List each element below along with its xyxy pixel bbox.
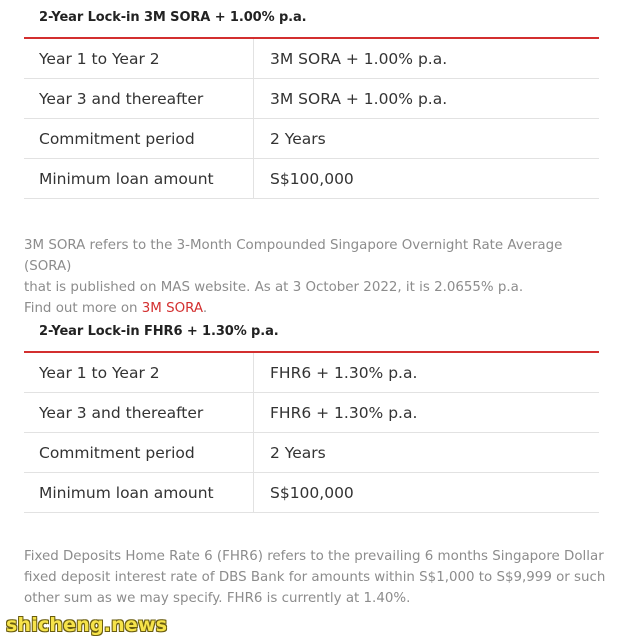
sora-link[interactable]: 3M SORA: [141, 301, 203, 316]
row-label: Minimum loan amount: [24, 473, 254, 512]
table-row: [24, 473, 599, 513]
table-row: [24, 119, 599, 159]
note-line: 3M SORA refers to the 3-Month Compounded Singapore Overnight Rate Average (SORA): [24, 238, 563, 274]
row-label: Commitment period: [24, 433, 254, 472]
row-label: Year 3 and thereafter: [24, 79, 254, 118]
row-label: Year 1 to Year 2: [24, 353, 254, 392]
section2-note: [24, 546, 609, 609]
row-value: 2 Years: [270, 443, 326, 462]
table-row: [24, 79, 599, 119]
note-line: other sum as we may specify. FHR6 is currently at 1.40%.: [24, 591, 411, 606]
row-label: Minimum loan amount: [24, 159, 254, 198]
table-row: [24, 353, 599, 393]
note-line: fixed deposit interest rate of DBS Bank for amounts within S$1,000 to S$9,999 or such: [24, 570, 606, 585]
watermark-logo: shicheng.news: [6, 614, 168, 636]
note-line: [24, 298, 609, 319]
row-value: 3M SORA + 1.00% p.a.: [270, 89, 448, 108]
section1-note: [24, 235, 609, 319]
table-row: [24, 159, 599, 199]
note-line: that is published on MAS website. As at 3 October 2022, it is 2.0655% p.a.: [24, 280, 524, 295]
row-value: 2 Years: [270, 129, 326, 148]
section2-title: 2-Year Lock-in FHR6 + 1.30% p.a.: [39, 324, 279, 339]
row-value: S$100,000: [270, 169, 354, 188]
row-label: Commitment period: [24, 119, 254, 158]
row-label: Year 3 and thereafter: [24, 393, 254, 432]
row-value: FHR6 + 1.30% p.a.: [270, 363, 418, 382]
section2-rate-table: [24, 351, 599, 513]
row-label: Year 1 to Year 2: [24, 39, 254, 78]
table-row: [24, 39, 599, 79]
table-row: [24, 393, 599, 433]
section1-rate-table: [24, 37, 599, 199]
note-line-prefix: Find out more on: [24, 301, 142, 316]
row-value: S$100,000: [270, 483, 354, 502]
note-line: Fixed Deposits Home Rate 6 (FHR6) refers to the prevailing 6 months Singapore Dollar: [24, 549, 604, 564]
row-value: FHR6 + 1.30% p.a.: [270, 403, 418, 422]
row-value: 3M SORA + 1.00% p.a.: [270, 49, 448, 68]
table-row: [24, 433, 599, 473]
section1-title: 2-Year Lock-in 3M SORA + 1.00% p.a.: [39, 10, 307, 25]
note-line-suffix: .: [202, 301, 208, 316]
